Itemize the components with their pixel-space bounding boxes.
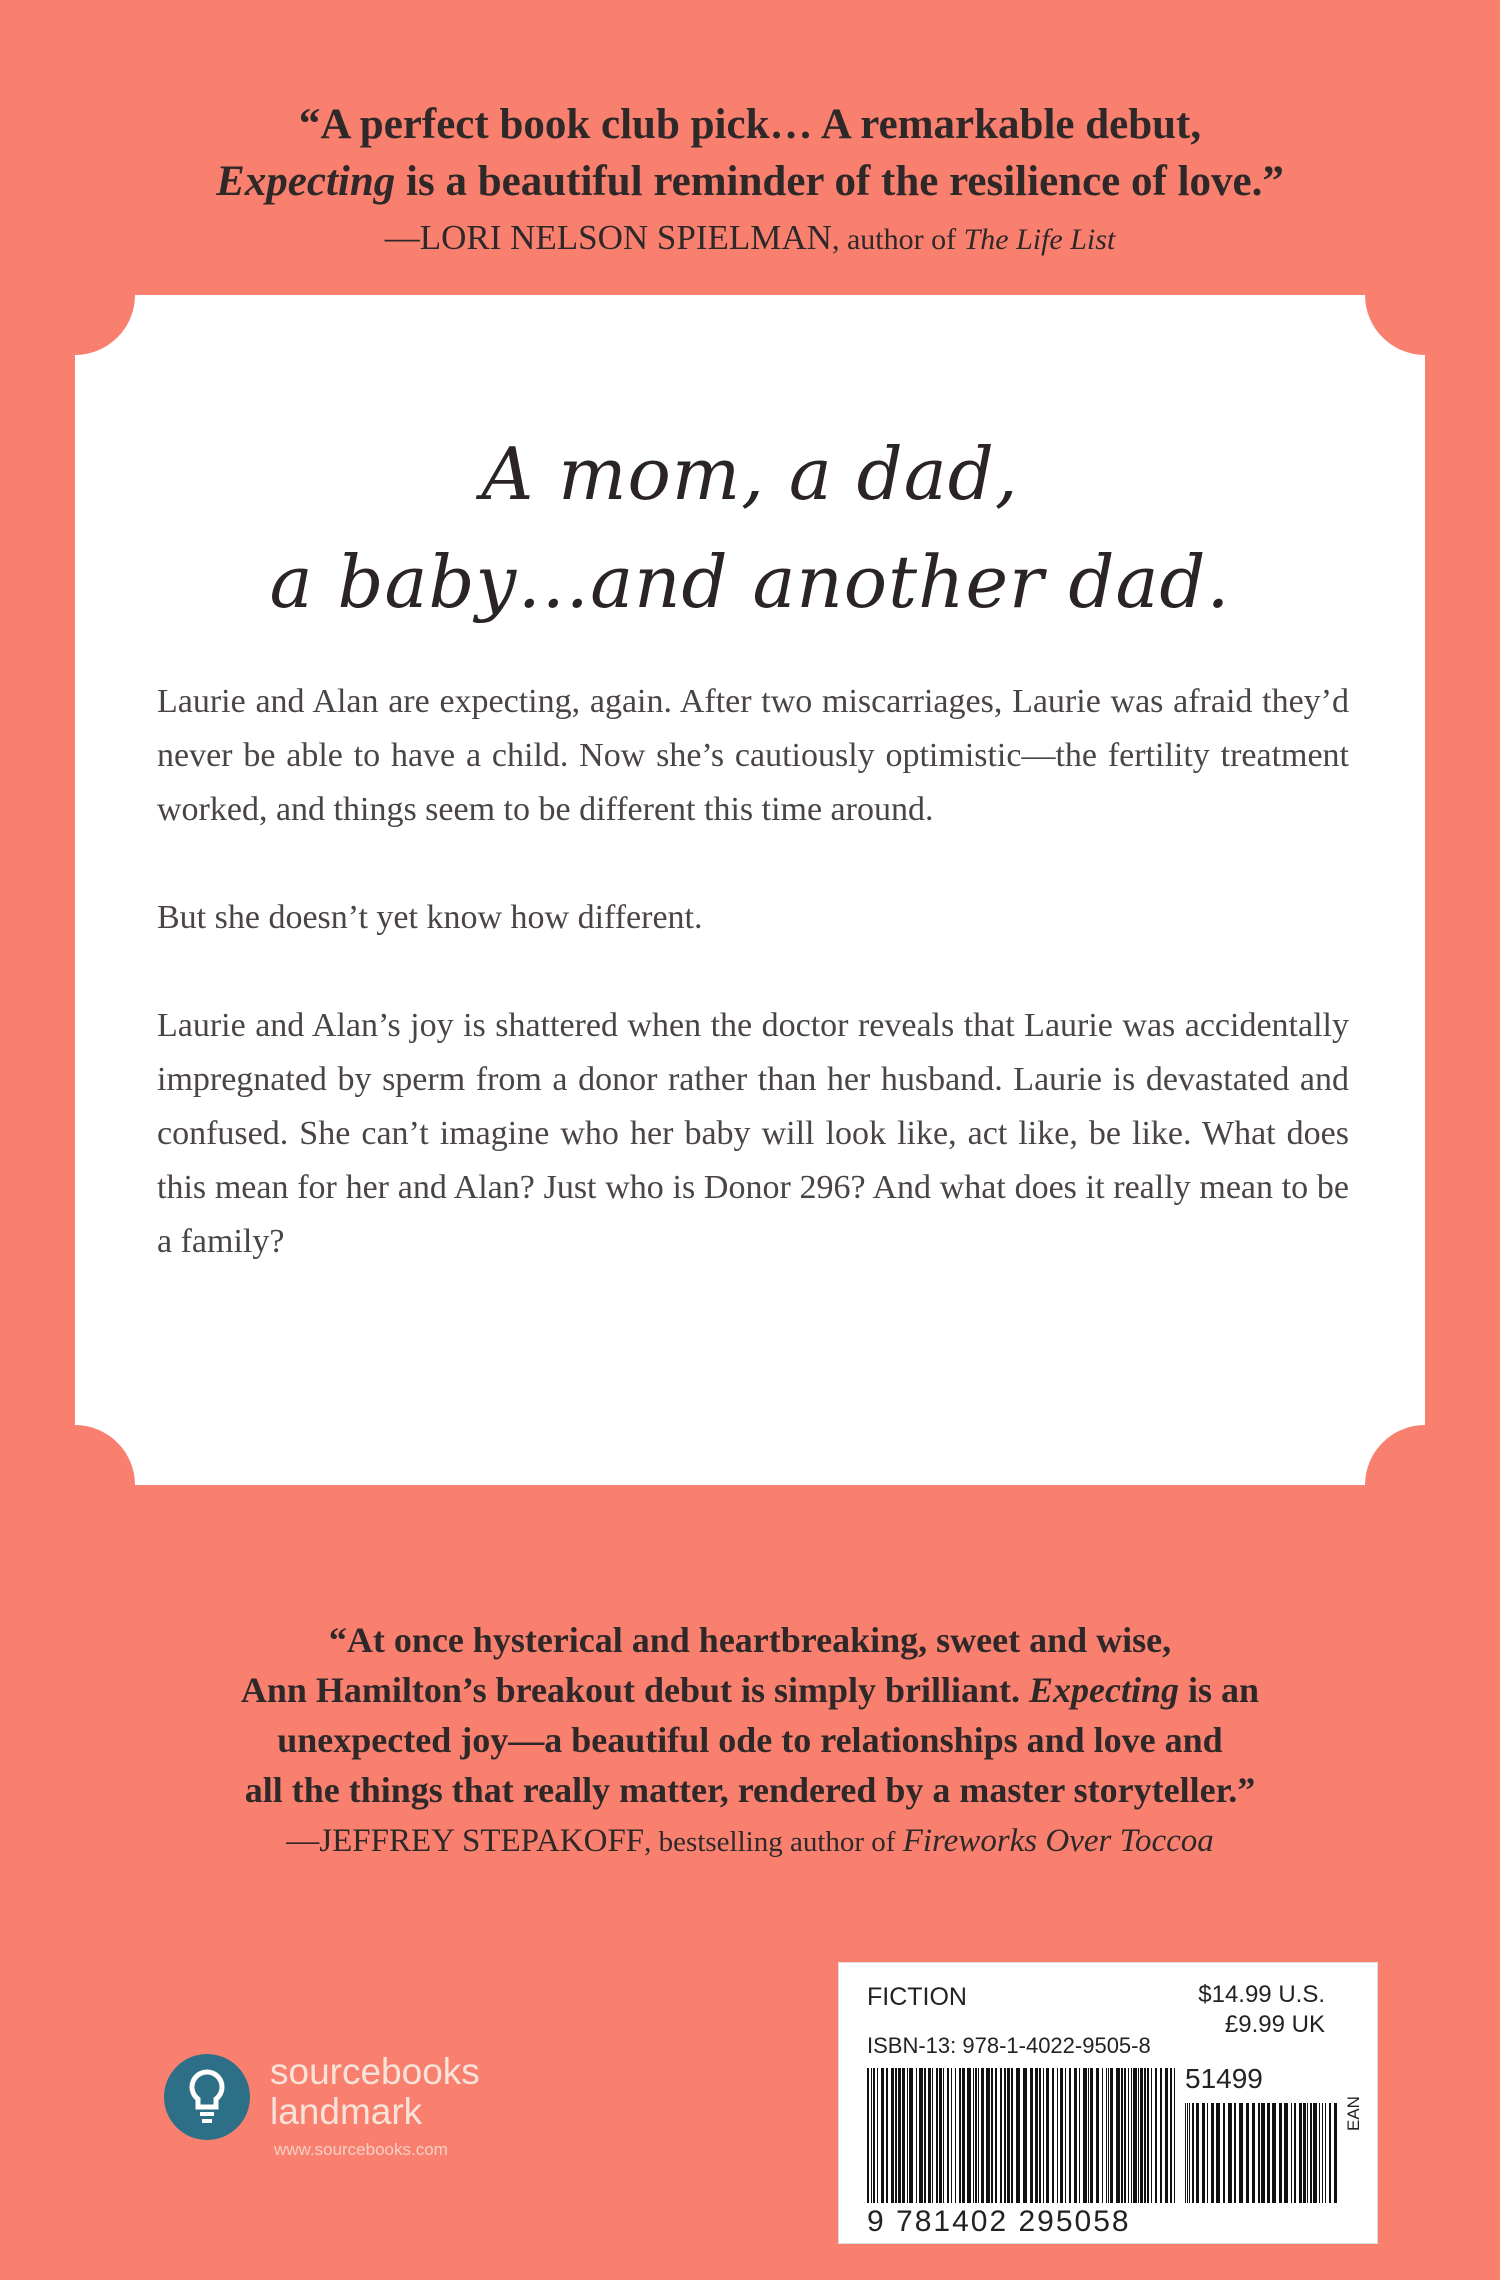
barcode-bar (1196, 2103, 1199, 2203)
barcode-bar (1303, 2103, 1306, 2203)
headline-line-1: A mom, a dad, (481, 432, 1019, 516)
barcode-bar (1192, 2103, 1194, 2203)
barcode-bar (867, 2068, 869, 2203)
barcode-bar (1252, 2103, 1255, 2203)
barcode-bar (873, 2068, 875, 2203)
barcode-bar (1011, 2068, 1013, 2203)
description-panel (75, 295, 1425, 1485)
barcode-bar (1108, 2068, 1109, 2203)
barcode-bar (1035, 2068, 1038, 2203)
barcode-bar (1096, 2068, 1099, 2203)
bottom-quote-author: —JEFFREY STEPAKOFF (286, 1823, 645, 1859)
bottom-review-quote (0, 1615, 1500, 1866)
barcode-bar (967, 2068, 971, 2203)
barcode-bar (1267, 2103, 1270, 2203)
barcode-bar (978, 2068, 979, 2203)
barcode-bar (1039, 2068, 1041, 2203)
barcode-bar (986, 2068, 990, 2203)
bottom-quote-book-title: Expecting (1029, 1670, 1180, 1710)
bottom-quote-line-3: unexpected joy—a beautiful ode to relationships and love and (277, 1720, 1223, 1760)
barcode-bar (1083, 2068, 1087, 2203)
barcode-bar (962, 2068, 965, 2203)
barcode-genre: FICTION (867, 1983, 967, 2011)
barcode-bar (1202, 2103, 1205, 2203)
top-quote-author-book: The Life List (963, 223, 1116, 256)
top-quote-author: —LORI NELSON SPIELMAN (384, 218, 832, 257)
barcode-bar (1307, 2103, 1308, 2203)
barcode-bar (1128, 2068, 1129, 2203)
barcode-bar (1043, 2068, 1044, 2203)
barcode-bar (1079, 2068, 1080, 2203)
lightbulb-icon (162, 2052, 252, 2142)
description-paragraph-3: Laurie and Alan’s joy is shattered when the doctor reveals that Laurie was accidentally impregnated by sperm from a donor rather than her husband. Laurie is devastated and confused. She can’t imagine who her baby will look like, act like, be like. What does this mean for her and Alan? Just who is Donor 296? And what does it really mean to be a family? (157, 1007, 1349, 1260)
barcode-bar (924, 2068, 926, 2203)
top-quote-author-role: , author of (831, 223, 964, 256)
barcode-bar (947, 2068, 949, 2203)
barcode-bar (1030, 2068, 1033, 2203)
bottom-quote-line-1: “At once hysterical and heartbreaking, sweet and wise, (328, 1620, 1172, 1660)
barcode-bar (1016, 2068, 1020, 2203)
barcode-bar (1110, 2068, 1113, 2203)
description-paragraph-1: Laurie and Alan are expecting, again. After two miscarriages, Laurie was afraid they’d never be able to have a child. Now she’s cautiously optimistic—the fertility treatment worked, and things seem to be different this time around. (157, 683, 1349, 828)
description-paragraph-2: But she doesn’t yet know how different. (157, 899, 703, 936)
barcode-bar (1102, 2068, 1103, 2203)
bottom-quote-attribution (0, 1817, 1500, 1866)
barcode-bar (995, 2068, 997, 2203)
top-quote-book-title: Expecting (216, 158, 396, 205)
barcode-bar (932, 2068, 933, 2203)
barcode-bar (951, 2068, 952, 2203)
barcode-bar (1207, 2103, 1208, 2203)
top-quote-attribution (0, 212, 1500, 266)
barcode-bar (981, 2068, 984, 2203)
bottom-quote-line-4: all the things that really matter, rendered by a master storyteller.” (244, 1770, 1256, 1810)
barcode-bar (877, 2068, 878, 2203)
barcode-bar (1211, 2103, 1214, 2203)
barcode-bar (955, 2068, 956, 2203)
publisher-name-line-1: sourcebooks (270, 2051, 480, 2092)
barcode-bar (1116, 2068, 1120, 2203)
barcode-bar (1313, 2103, 1317, 2203)
script-headline (75, 420, 1425, 636)
barcode-bar (895, 2068, 897, 2203)
barcode-bar (909, 2068, 913, 2203)
barcode-bar (886, 2068, 888, 2203)
barcode-bar (1074, 2068, 1077, 2203)
barcode-bar (1216, 2103, 1220, 2203)
barcode-bar (973, 2068, 974, 2203)
top-quote-line-2: is a beautiful reminder of the resilience of love.” (395, 158, 1284, 205)
bottom-quote-line-2b: is an (1179, 1670, 1260, 1710)
barcode-bar (1272, 2103, 1276, 2203)
barcode-bar (1189, 2103, 1190, 2203)
barcode-bar (1165, 2068, 1168, 2203)
barcode-bar (939, 2068, 942, 2203)
barcode-bars (839, 1963, 1379, 2245)
barcode-bar (1279, 2103, 1282, 2203)
ean-label: EAN (1344, 2096, 1363, 2131)
barcode-bar (1106, 2068, 1107, 2203)
bottom-quote-line-2a: Ann Hamilton’s breakout debut is simply brilliant. (240, 1670, 1030, 1710)
barcode-bar (1090, 2068, 1093, 2203)
barcode-bar (1310, 2103, 1312, 2203)
top-quote-line-1: “A perfect book club pick… A remarkable debut, (298, 101, 1202, 148)
barcode-bar (1000, 2068, 1002, 2203)
publisher-name (270, 2052, 480, 2132)
barcode-bar (1319, 2103, 1320, 2203)
barcode-bar (1023, 2068, 1027, 2203)
barcode-bar (1060, 2068, 1063, 2203)
isbn-number: ISBN-13: 978-1-4022-9505-8 (867, 2033, 1151, 2058)
barcode-bar (907, 2068, 908, 2203)
barcode-bar (1258, 2103, 1260, 2203)
barcode-bar (1223, 2103, 1225, 2203)
barcode-bar (1144, 2068, 1146, 2203)
barcode-bar (1151, 2068, 1152, 2203)
barcode-bar (959, 2068, 961, 2203)
barcode-bar (902, 2068, 905, 2203)
barcode-bar (1065, 2068, 1066, 2203)
barcode-bar (1234, 2103, 1236, 2203)
barcode-bar (1069, 2068, 1071, 2203)
barcode-bar (1322, 2103, 1323, 2203)
barcode-bar (928, 2068, 931, 2203)
publisher-logo-block (162, 2040, 582, 2180)
barcode-bar (1239, 2103, 1243, 2203)
barcode-bar (1155, 2068, 1157, 2203)
barcode-bar (1294, 2103, 1296, 2203)
publisher-url: www.sourcebooks.com (274, 2140, 448, 2159)
barcode-bar (1228, 2103, 1232, 2203)
barcode-bar (1291, 2103, 1292, 2203)
bottom-quote-author-book: Fireworks Over Toccoa (902, 1823, 1214, 1859)
barcode-bar (1088, 2068, 1089, 2203)
barcode-bar (1160, 2068, 1162, 2203)
barcode-bar (1007, 2068, 1010, 2203)
barcode-bar (1004, 2068, 1006, 2203)
top-quote-text (0, 96, 1500, 210)
barcode-bar (1140, 2068, 1143, 2203)
barcode-bar (916, 2068, 917, 2203)
barcode-bar (1185, 2103, 1186, 2203)
barcode-bar (1147, 2068, 1149, 2203)
barcode-bar (1121, 2068, 1123, 2203)
book-description (157, 675, 1349, 1323)
headline-line-2: a baby…and another dad. (269, 540, 1231, 624)
barcode-bar (919, 2068, 923, 2203)
barcode-bar (1329, 2103, 1331, 2203)
barcode-bar (1052, 2068, 1054, 2203)
barcode-bar (881, 2068, 884, 2203)
top-review-quote (0, 96, 1500, 266)
barcode-bar (936, 2068, 938, 2203)
barcode-bar (1057, 2068, 1058, 2203)
barcode-bar (1325, 2103, 1326, 2203)
barcode-bar (898, 2068, 901, 2203)
bottom-quote-text (0, 1615, 1500, 1815)
barcode-bar (1246, 2103, 1249, 2203)
barcode-bar (871, 2068, 872, 2203)
barcode-bar (1284, 2103, 1288, 2203)
barcode-bar (1334, 2103, 1337, 2203)
barcode-digits: 9 781402 295058 (867, 2205, 1131, 2238)
barcode-bar (1131, 2068, 1132, 2203)
barcode-bar (1133, 2068, 1137, 2203)
barcode-bar (891, 2068, 894, 2203)
barcode-bar (1187, 2103, 1188, 2203)
barcode-bar (1174, 2068, 1175, 2203)
barcode-bar (975, 2068, 977, 2203)
price-addon-code: 51499 (1185, 2063, 1263, 2094)
barcode-bar (1046, 2068, 1049, 2203)
barcode-bar (943, 2068, 944, 2203)
price-us: $14.99 U.S. (1198, 1981, 1325, 2008)
barcode-bar (1124, 2068, 1126, 2203)
barcode-bar (1170, 2068, 1172, 2203)
barcode-bar (1261, 2103, 1265, 2203)
publisher-name-line-2: landmark (270, 2091, 423, 2132)
barcode-bar (1138, 2068, 1139, 2203)
barcode-bar (1299, 2103, 1302, 2203)
barcode-bar (991, 2068, 993, 2203)
price-uk: £9.99 UK (1224, 2011, 1325, 2038)
bottom-quote-author-role: , bestselling author of (644, 1826, 903, 1858)
barcode-box (838, 1962, 1378, 2244)
